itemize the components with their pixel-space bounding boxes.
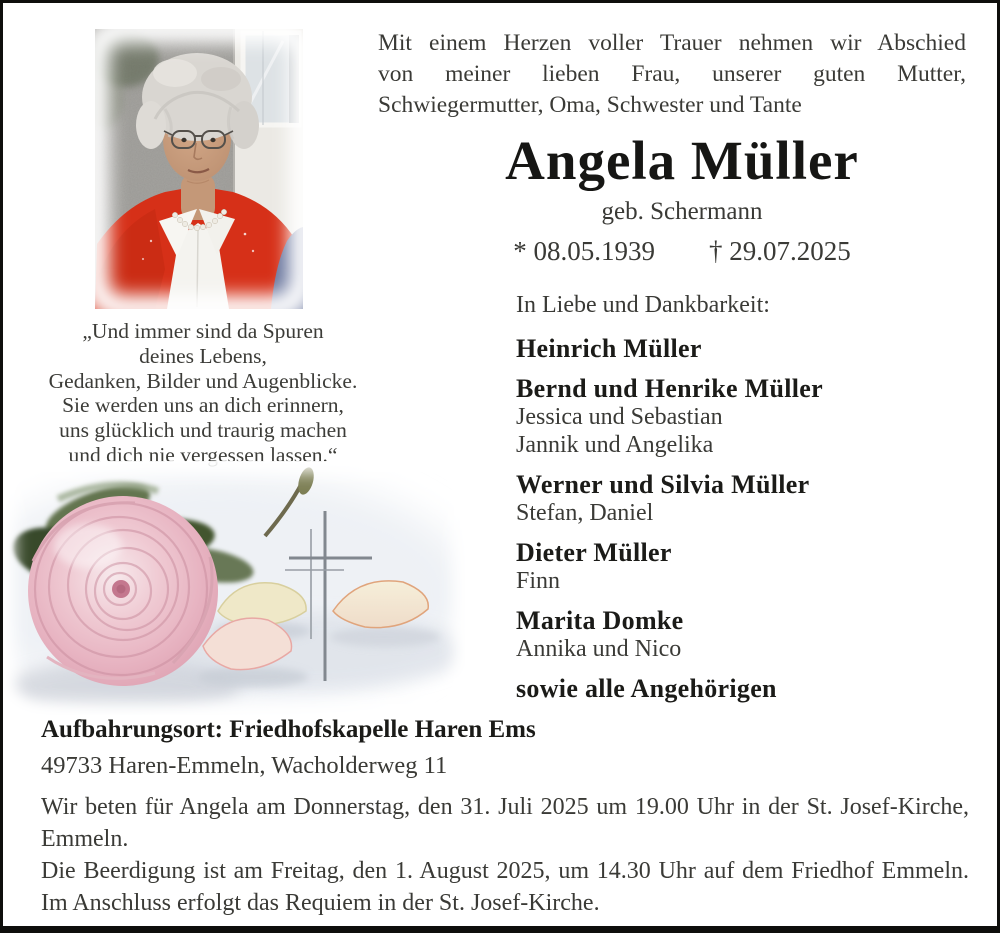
birth-date: * 08.05.1939 (513, 236, 655, 266)
dedication-line: In Liebe und Dankbarkeit: (516, 292, 770, 318)
mourner-relative: Stefan, Daniel (516, 500, 654, 526)
portrait-photo (95, 29, 303, 309)
burial-line: Die Beerdigung ist am Freitag, den 1. August 2025, um 14.30 Uhr auf dem Friedhof Emmeln. (41, 858, 969, 884)
death-date: † 29.07.2025 (709, 236, 851, 266)
mourner-name: sowie alle Angehörigen (516, 674, 777, 703)
burial-line: Im Anschluss erfolgt das Requiem in der St. Josef-Kirche. (41, 889, 600, 916)
intro-line: Schwiegermutter, Oma, Schwester und Tante (378, 91, 802, 118)
life-dates (408, 235, 956, 267)
mourner-name: Dieter Müller (516, 538, 672, 567)
intro-paragraph (378, 28, 966, 120)
mourner-name: Heinrich Müller (516, 334, 702, 363)
intro-line: von meiner lieben Frau, unserer guten Mutter, (378, 60, 966, 87)
eye (181, 138, 186, 142)
quote-line: deines Lebens, (139, 343, 267, 368)
mourners-list (516, 323, 823, 703)
rose-cross-image (3, 461, 465, 715)
quote-line: uns glücklich und traurig machen (59, 418, 347, 443)
deceased-name: Angela Müller (505, 130, 859, 191)
prayer-line: Wir beten für Angela am Donnerstag, den 31. Juli 2025 um 19.00 Uhr in der St. Josef-Kirche, (41, 794, 969, 820)
pink-rose-bloom (28, 496, 218, 686)
maiden-name: geb. Schermann (601, 198, 763, 225)
mourner-relative: Finn (516, 568, 561, 594)
wake-location-address: 49733 Haren-Emmeln, Wacholderweg 11 (41, 752, 448, 779)
burial-paragraph (41, 856, 969, 919)
prayer-line: Emmeln. (41, 825, 129, 852)
mourner-name: Marita Domke (516, 606, 684, 635)
mourner-relative: Jessica und Sebastian (516, 404, 723, 430)
mourner-name: Bernd und Henrike Müller (516, 374, 823, 403)
quote-line: „Und immer sind da Spuren (82, 319, 324, 343)
mourner-relative: Jannik und Angelika (516, 432, 714, 458)
eye (210, 138, 215, 142)
quote-line: Gedanken, Bilder und Augenblicke. (48, 368, 358, 393)
wake-location-title: Aufbahrungsort: Friedhofskapelle Haren Ems (41, 716, 536, 743)
intro-line: Mit einem Herzen voller Trauer nehmen wir Abschied (378, 30, 966, 56)
mourner-name: Werner und Silvia Müller (516, 470, 810, 499)
prayer-paragraph (41, 792, 969, 855)
quote-line: Sie werden uns an dich erinnern, (62, 393, 344, 418)
quote-line: und dich nie vergessen lassen.“ (68, 442, 338, 467)
name-block (408, 131, 956, 267)
mourner-relative: Annika und Nico (516, 636, 682, 662)
memorial-quote (25, 319, 381, 468)
